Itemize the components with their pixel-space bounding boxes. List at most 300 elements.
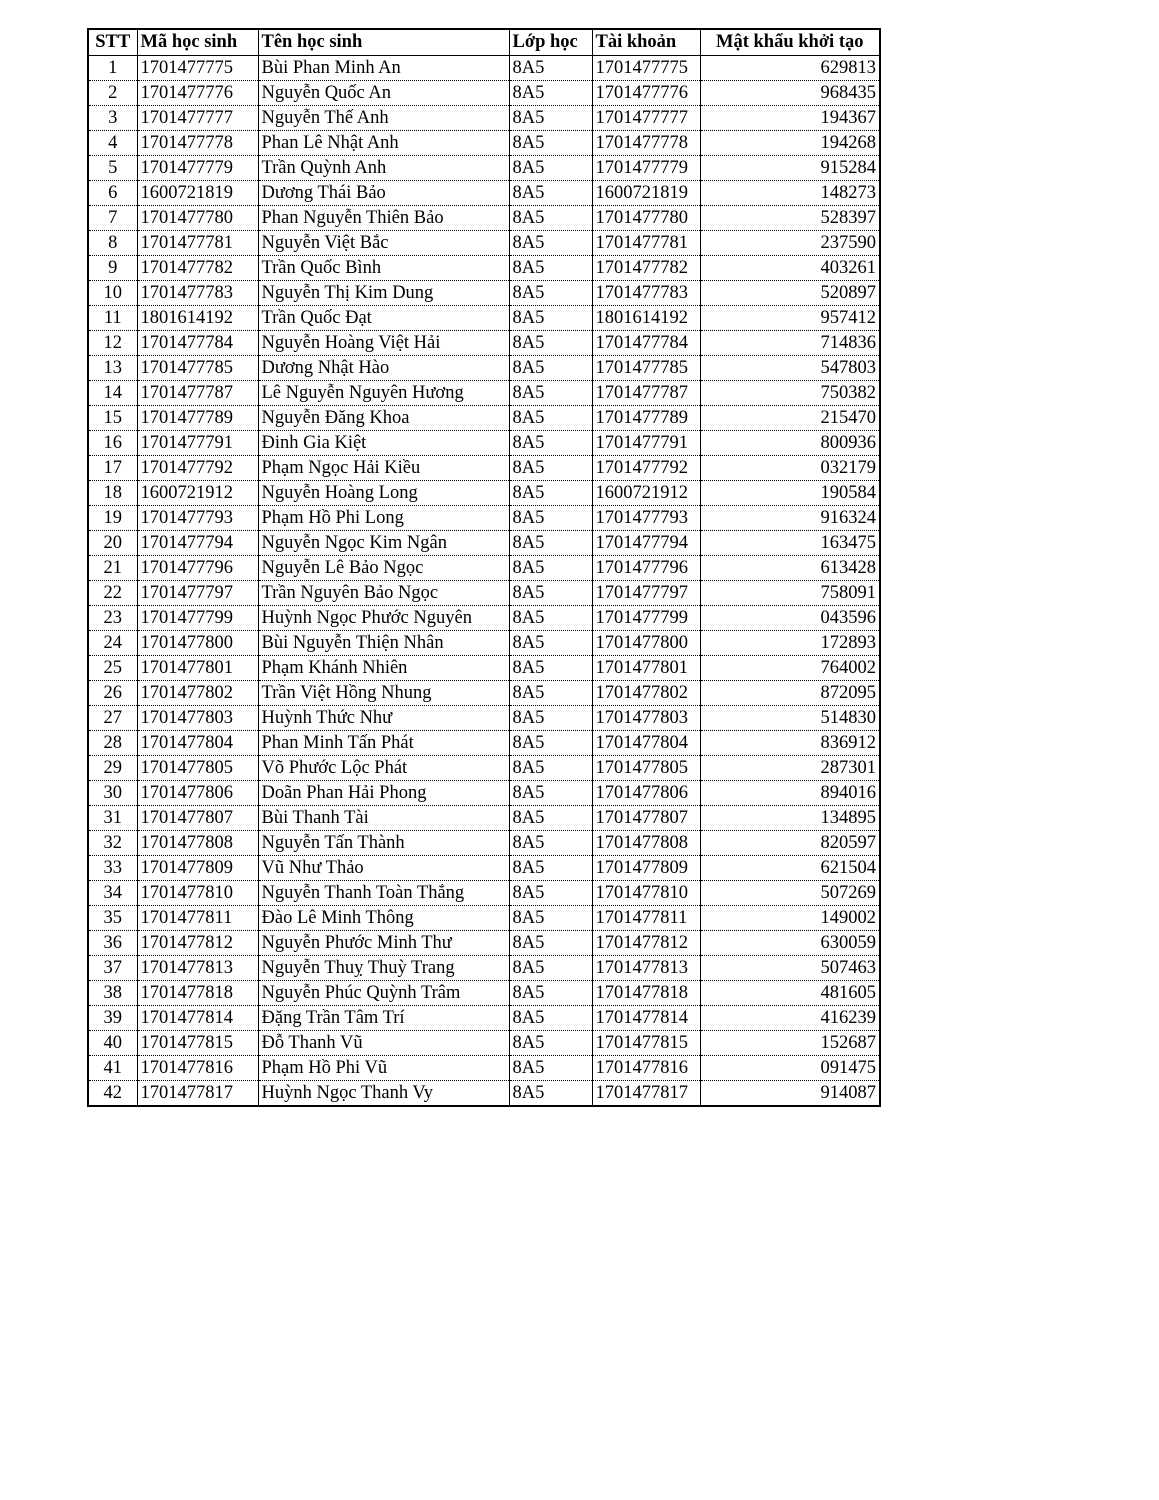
cell-student-id: 1701477806 [137, 781, 258, 806]
cell-student-id: 1701477804 [137, 731, 258, 756]
cell-class: 8A5 [509, 931, 592, 956]
cell-initial-password: 507269 [700, 881, 880, 906]
cell-initial-password: 800936 [700, 431, 880, 456]
cell-stt: 28 [88, 731, 137, 756]
cell-account: 1701477778 [592, 131, 700, 156]
cell-student-name: Huỳnh Thức Như [258, 706, 509, 731]
cell-student-id: 1701477778 [137, 131, 258, 156]
cell-student-id: 1701477784 [137, 331, 258, 356]
cell-stt: 33 [88, 856, 137, 881]
table-row [88, 706, 880, 731]
table-row [88, 531, 880, 556]
cell-stt: 18 [88, 481, 137, 506]
cell-account: 1701477794 [592, 531, 700, 556]
table-row [88, 931, 880, 956]
cell-account: 1701477805 [592, 756, 700, 781]
cell-student-name: Đỗ Thanh Vũ [258, 1031, 509, 1056]
cell-stt: 2 [88, 81, 137, 106]
cell-class: 8A5 [509, 1056, 592, 1081]
cell-class: 8A5 [509, 831, 592, 856]
cell-stt: 32 [88, 831, 137, 856]
table-row [88, 806, 880, 831]
cell-class: 8A5 [509, 381, 592, 406]
cell-class: 8A5 [509, 231, 592, 256]
cell-class: 8A5 [509, 331, 592, 356]
cell-initial-password: 194367 [700, 106, 880, 131]
cell-class: 8A5 [509, 556, 592, 581]
cell-student-name: Trần Quốc Bình [258, 256, 509, 281]
cell-account: 1701477814 [592, 1006, 700, 1031]
header-row [88, 29, 880, 56]
cell-class: 8A5 [509, 606, 592, 631]
cell-stt: 29 [88, 756, 137, 781]
cell-account: 1701477800 [592, 631, 700, 656]
cell-student-name: Đào Lê Minh Thông [258, 906, 509, 931]
cell-account: 1701477784 [592, 331, 700, 356]
table-row [88, 181, 880, 206]
cell-student-name: Trần Quỳnh Anh [258, 156, 509, 181]
cell-stt: 7 [88, 206, 137, 231]
table-row [88, 381, 880, 406]
cell-initial-password: 758091 [700, 581, 880, 606]
cell-student-name: Trần Nguyên Bảo Ngọc [258, 581, 509, 606]
cell-initial-password: 152687 [700, 1031, 880, 1056]
cell-class: 8A5 [509, 56, 592, 81]
cell-initial-password: 507463 [700, 956, 880, 981]
cell-class: 8A5 [509, 356, 592, 381]
cell-student-id: 1701477817 [137, 1081, 258, 1107]
cell-student-id: 1600721819 [137, 181, 258, 206]
cell-stt: 6 [88, 181, 137, 206]
table-row [88, 1031, 880, 1056]
cell-student-id: 1701477813 [137, 956, 258, 981]
cell-stt: 30 [88, 781, 137, 806]
cell-student-id: 1701477816 [137, 1056, 258, 1081]
cell-student-id: 1801614192 [137, 306, 258, 331]
cell-stt: 22 [88, 581, 137, 606]
cell-student-id: 1701477779 [137, 156, 258, 181]
cell-class: 8A5 [509, 431, 592, 456]
cell-account: 1701477804 [592, 731, 700, 756]
cell-student-name: Bùi Phan Minh An [258, 56, 509, 81]
table-row [88, 1006, 880, 1031]
cell-initial-password: 416239 [700, 1006, 880, 1031]
cell-stt: 21 [88, 556, 137, 581]
cell-initial-password: 237590 [700, 231, 880, 256]
cell-account: 1701477785 [592, 356, 700, 381]
table-row [88, 56, 880, 81]
cell-student-name: Võ Phước Lộc Phát [258, 756, 509, 781]
table-row [88, 306, 880, 331]
cell-initial-password: 134895 [700, 806, 880, 831]
cell-initial-password: 894016 [700, 781, 880, 806]
cell-student-id: 1701477791 [137, 431, 258, 456]
cell-account: 1701477806 [592, 781, 700, 806]
cell-student-name: Đặng Trần Tâm Trí [258, 1006, 509, 1031]
table-row [88, 556, 880, 581]
cell-account: 1701477818 [592, 981, 700, 1006]
cell-stt: 20 [88, 531, 137, 556]
cell-account: 1701477787 [592, 381, 700, 406]
cell-class: 8A5 [509, 531, 592, 556]
cell-class: 8A5 [509, 631, 592, 656]
table-row [88, 281, 880, 306]
cell-account: 1701477793 [592, 506, 700, 531]
cell-student-id: 1600721912 [137, 481, 258, 506]
cell-initial-password: 836912 [700, 731, 880, 756]
cell-account: 1701477813 [592, 956, 700, 981]
cell-student-id: 1701477799 [137, 606, 258, 631]
cell-initial-password: 091475 [700, 1056, 880, 1081]
cell-initial-password: 613428 [700, 556, 880, 581]
cell-account: 1701477816 [592, 1056, 700, 1081]
cell-initial-password: 872095 [700, 681, 880, 706]
cell-student-id: 1701477803 [137, 706, 258, 731]
cell-student-id: 1701477810 [137, 881, 258, 906]
cell-class: 8A5 [509, 481, 592, 506]
cell-stt: 25 [88, 656, 137, 681]
cell-student-id: 1701477814 [137, 1006, 258, 1031]
cell-stt: 40 [88, 1031, 137, 1056]
table-row [88, 206, 880, 231]
cell-stt: 27 [88, 706, 137, 731]
cell-stt: 35 [88, 906, 137, 931]
cell-initial-password: 630059 [700, 931, 880, 956]
cell-initial-password: 194268 [700, 131, 880, 156]
cell-account: 1600721912 [592, 481, 700, 506]
cell-class: 8A5 [509, 981, 592, 1006]
cell-class: 8A5 [509, 281, 592, 306]
cell-initial-password: 629813 [700, 56, 880, 81]
table-body [88, 56, 880, 1107]
cell-student-id: 1701477818 [137, 981, 258, 1006]
cell-student-name: Phạm Khánh Nhiên [258, 656, 509, 681]
cell-account: 1701477807 [592, 806, 700, 831]
table-row [88, 756, 880, 781]
cell-student-id: 1701477793 [137, 506, 258, 531]
cell-stt: 36 [88, 931, 137, 956]
cell-initial-password: 481605 [700, 981, 880, 1006]
table-row [88, 1081, 880, 1107]
cell-student-name: Phạm Ngọc Hải Kiều [258, 456, 509, 481]
cell-stt: 11 [88, 306, 137, 331]
table-row [88, 81, 880, 106]
cell-account: 1701477803 [592, 706, 700, 731]
cell-account: 1701477797 [592, 581, 700, 606]
cell-stt: 42 [88, 1081, 137, 1107]
cell-student-name: Nguyễn Tấn Thành [258, 831, 509, 856]
cell-account: 1701477781 [592, 231, 700, 256]
cell-student-name: Lê Nguyễn Nguyên Hương [258, 381, 509, 406]
cell-account: 1701477796 [592, 556, 700, 581]
cell-account: 1701477801 [592, 656, 700, 681]
table-row [88, 781, 880, 806]
cell-student-id: 1701477792 [137, 456, 258, 481]
student-account-table [87, 28, 881, 1107]
cell-account: 1701477791 [592, 431, 700, 456]
cell-student-id: 1701477775 [137, 56, 258, 81]
table-row [88, 356, 880, 381]
cell-class: 8A5 [509, 681, 592, 706]
cell-student-name: Bùi Nguyễn Thiện Nhân [258, 631, 509, 656]
cell-student-name: Huỳnh Ngọc Phước Nguyên [258, 606, 509, 631]
cell-initial-password: 968435 [700, 81, 880, 106]
cell-student-id: 1701477782 [137, 256, 258, 281]
cell-student-name: Trần Việt Hồng Nhung [258, 681, 509, 706]
cell-class: 8A5 [509, 456, 592, 481]
cell-class: 8A5 [509, 306, 592, 331]
header-student-id: Mã học sinh [137, 29, 258, 56]
cell-student-name: Bùi Thanh Tài [258, 806, 509, 831]
cell-initial-password: 820597 [700, 831, 880, 856]
cell-class: 8A5 [509, 881, 592, 906]
header-stt: STT [88, 29, 137, 56]
header-student-name: Tên học sinh [258, 29, 509, 56]
table-row [88, 831, 880, 856]
cell-initial-password: 215470 [700, 406, 880, 431]
cell-class: 8A5 [509, 1006, 592, 1031]
cell-initial-password: 514830 [700, 706, 880, 731]
cell-class: 8A5 [509, 406, 592, 431]
cell-student-name: Dương Nhật Hào [258, 356, 509, 381]
cell-class: 8A5 [509, 256, 592, 281]
cell-student-name: Dương Thái Bảo [258, 181, 509, 206]
cell-stt: 14 [88, 381, 137, 406]
cell-initial-password: 915284 [700, 156, 880, 181]
cell-account: 1701477792 [592, 456, 700, 481]
cell-class: 8A5 [509, 1081, 592, 1107]
cell-student-name: Nguyễn Đăng Khoa [258, 406, 509, 431]
cell-student-name: Trần Quốc Đạt [258, 306, 509, 331]
table-row [88, 906, 880, 931]
cell-initial-password: 172893 [700, 631, 880, 656]
cell-class: 8A5 [509, 756, 592, 781]
cell-student-id: 1701477781 [137, 231, 258, 256]
table-row [88, 856, 880, 881]
cell-initial-password: 914087 [700, 1081, 880, 1107]
cell-student-id: 1701477807 [137, 806, 258, 831]
cell-account: 1701477776 [592, 81, 700, 106]
cell-student-name: Huỳnh Ngọc Thanh Vy [258, 1081, 509, 1107]
cell-student-id: 1701477776 [137, 81, 258, 106]
table-row [88, 956, 880, 981]
cell-stt: 12 [88, 331, 137, 356]
cell-student-id: 1701477794 [137, 531, 258, 556]
cell-student-name: Phạm Hồ Phi Vũ [258, 1056, 509, 1081]
cell-stt: 23 [88, 606, 137, 631]
cell-class: 8A5 [509, 706, 592, 731]
cell-initial-password: 528397 [700, 206, 880, 231]
cell-initial-password: 043596 [700, 606, 880, 631]
cell-initial-password: 764002 [700, 656, 880, 681]
cell-account: 1701477783 [592, 281, 700, 306]
cell-student-name: Nguyễn Phước Minh Thư [258, 931, 509, 956]
cell-class: 8A5 [509, 131, 592, 156]
cell-stt: 3 [88, 106, 137, 131]
cell-account: 1701477811 [592, 906, 700, 931]
table-row [88, 156, 880, 181]
cell-initial-password: 750382 [700, 381, 880, 406]
table-row [88, 981, 880, 1006]
cell-stt: 37 [88, 956, 137, 981]
cell-student-name: Nguyễn Phúc Quỳnh Trâm [258, 981, 509, 1006]
cell-student-name: Nguyễn Quốc An [258, 81, 509, 106]
table-row [88, 456, 880, 481]
cell-stt: 9 [88, 256, 137, 281]
cell-initial-password: 190584 [700, 481, 880, 506]
cell-stt: 26 [88, 681, 137, 706]
cell-student-id: 1701477785 [137, 356, 258, 381]
header-initial-password: Mật khẩu khởi tạo [700, 29, 880, 56]
cell-student-name: Phan Lê Nhật Anh [258, 131, 509, 156]
cell-account: 1701477815 [592, 1031, 700, 1056]
table-row [88, 331, 880, 356]
cell-student-id: 1701477797 [137, 581, 258, 606]
cell-account: 1600721819 [592, 181, 700, 206]
header-class: Lớp học [509, 29, 592, 56]
cell-stt: 15 [88, 406, 137, 431]
table-row [88, 406, 880, 431]
cell-student-name: Phan Minh Tấn Phát [258, 731, 509, 756]
cell-class: 8A5 [509, 581, 592, 606]
cell-student-name: Nguyễn Thị Kim Dung [258, 281, 509, 306]
cell-class: 8A5 [509, 956, 592, 981]
table-row [88, 131, 880, 156]
cell-account: 1701477780 [592, 206, 700, 231]
table-row [88, 106, 880, 131]
table-row [88, 506, 880, 531]
cell-class: 8A5 [509, 856, 592, 881]
cell-stt: 19 [88, 506, 137, 531]
table-row [88, 881, 880, 906]
cell-initial-password: 621504 [700, 856, 880, 881]
cell-class: 8A5 [509, 506, 592, 531]
table-row [88, 1056, 880, 1081]
cell-student-id: 1701477812 [137, 931, 258, 956]
cell-account: 1701477799 [592, 606, 700, 631]
table-row [88, 681, 880, 706]
cell-student-id: 1701477783 [137, 281, 258, 306]
header-account: Tài khoản [592, 29, 700, 56]
cell-class: 8A5 [509, 1031, 592, 1056]
cell-student-name: Nguyễn Ngọc Kim Ngân [258, 531, 509, 556]
cell-student-id: 1701477809 [137, 856, 258, 881]
cell-account: 1701477777 [592, 106, 700, 131]
cell-stt: 31 [88, 806, 137, 831]
cell-account: 1701477782 [592, 256, 700, 281]
cell-student-id: 1701477777 [137, 106, 258, 131]
cell-initial-password: 403261 [700, 256, 880, 281]
cell-student-name: Nguyễn Lê Bảo Ngọc [258, 556, 509, 581]
cell-class: 8A5 [509, 806, 592, 831]
cell-student-id: 1701477802 [137, 681, 258, 706]
cell-initial-password: 547803 [700, 356, 880, 381]
cell-account: 1701477809 [592, 856, 700, 881]
cell-stt: 39 [88, 1006, 137, 1031]
cell-class: 8A5 [509, 81, 592, 106]
cell-initial-password: 916324 [700, 506, 880, 531]
cell-account: 1701477810 [592, 881, 700, 906]
table-row [88, 481, 880, 506]
cell-student-id: 1701477787 [137, 381, 258, 406]
cell-stt: 24 [88, 631, 137, 656]
cell-student-name: Vũ Như Thảo [258, 856, 509, 881]
cell-stt: 17 [88, 456, 137, 481]
cell-student-name: Nguyễn Hoàng Việt Hải [258, 331, 509, 356]
cell-class: 8A5 [509, 906, 592, 931]
cell-stt: 8 [88, 231, 137, 256]
cell-account: 1701477789 [592, 406, 700, 431]
cell-stt: 41 [88, 1056, 137, 1081]
cell-student-id: 1701477805 [137, 756, 258, 781]
cell-account: 1701477808 [592, 831, 700, 856]
cell-student-id: 1701477811 [137, 906, 258, 931]
cell-student-id: 1701477801 [137, 656, 258, 681]
cell-stt: 4 [88, 131, 137, 156]
cell-student-id: 1701477796 [137, 556, 258, 581]
cell-stt: 5 [88, 156, 137, 181]
cell-class: 8A5 [509, 106, 592, 131]
cell-class: 8A5 [509, 656, 592, 681]
cell-initial-password: 714836 [700, 331, 880, 356]
cell-stt: 10 [88, 281, 137, 306]
cell-initial-password: 149002 [700, 906, 880, 931]
cell-student-id: 1701477800 [137, 631, 258, 656]
cell-student-name: Nguyễn Việt Bắc [258, 231, 509, 256]
cell-student-id: 1701477780 [137, 206, 258, 231]
cell-stt: 13 [88, 356, 137, 381]
cell-account: 1701477779 [592, 156, 700, 181]
cell-student-name: Phan Nguyễn Thiên Bảo [258, 206, 509, 231]
table-header [88, 29, 880, 56]
cell-account: 1801614192 [592, 306, 700, 331]
cell-student-name: Doãn Phan Hải Phong [258, 781, 509, 806]
cell-account: 1701477775 [592, 56, 700, 81]
cell-student-id: 1701477789 [137, 406, 258, 431]
table-row [88, 581, 880, 606]
table-row [88, 631, 880, 656]
cell-class: 8A5 [509, 206, 592, 231]
table-row [88, 431, 880, 456]
cell-stt: 1 [88, 56, 137, 81]
cell-class: 8A5 [509, 781, 592, 806]
cell-stt: 34 [88, 881, 137, 906]
cell-account: 1701477802 [592, 681, 700, 706]
cell-initial-password: 148273 [700, 181, 880, 206]
cell-class: 8A5 [509, 156, 592, 181]
cell-student-id: 1701477815 [137, 1031, 258, 1056]
table-row [88, 256, 880, 281]
cell-stt: 38 [88, 981, 137, 1006]
cell-student-name: Nguyễn Thuỵ Thuỳ Trang [258, 956, 509, 981]
cell-account: 1701477812 [592, 931, 700, 956]
table-row [88, 656, 880, 681]
cell-initial-password: 163475 [700, 531, 880, 556]
cell-initial-password: 287301 [700, 756, 880, 781]
table-row [88, 731, 880, 756]
table-row [88, 606, 880, 631]
cell-initial-password: 032179 [700, 456, 880, 481]
cell-student-name: Phạm Hồ Phi Long [258, 506, 509, 531]
cell-class: 8A5 [509, 731, 592, 756]
cell-student-id: 1701477808 [137, 831, 258, 856]
cell-student-name: Nguyễn Hoàng Long [258, 481, 509, 506]
table-row [88, 231, 880, 256]
cell-initial-password: 957412 [700, 306, 880, 331]
cell-student-name: Đinh Gia Kiệt [258, 431, 509, 456]
cell-student-name: Nguyễn Thanh Toàn Thắng [258, 881, 509, 906]
cell-class: 8A5 [509, 181, 592, 206]
